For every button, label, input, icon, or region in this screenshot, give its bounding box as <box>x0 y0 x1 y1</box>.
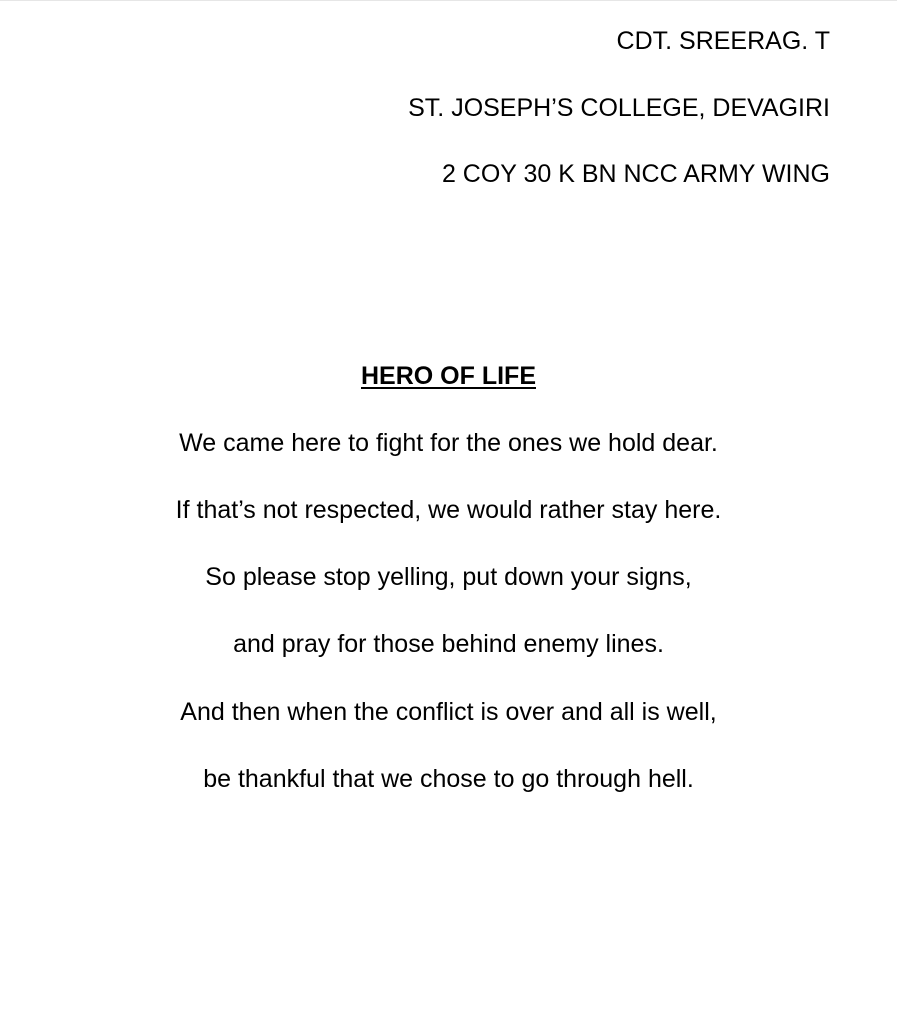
poem-line: be thankful that we chose to go through hell. <box>203 765 694 793</box>
poem-line: If that’s not respected, we would rather stay here. <box>175 496 722 524</box>
unit-name: 2 COY 30 K BN NCC ARMY WING <box>441 160 830 188</box>
page-top-edge <box>0 0 897 1</box>
poem-line: We came here to fight for the ones we hold dear. <box>179 429 718 457</box>
poem-title: HERO OF LIFE <box>361 362 536 390</box>
poem-line: and pray for those behind enemy lines. <box>233 630 664 658</box>
poem-line: And then when the conflict is over and all is well, <box>180 698 717 726</box>
poem-line: So please stop yelling, put down your signs, <box>205 563 692 591</box>
college-name: ST. JOSEPH’S COLLEGE, DEVAGIRI <box>408 94 830 122</box>
cadet-name: CDT. SREERAG. T <box>616 27 830 55</box>
